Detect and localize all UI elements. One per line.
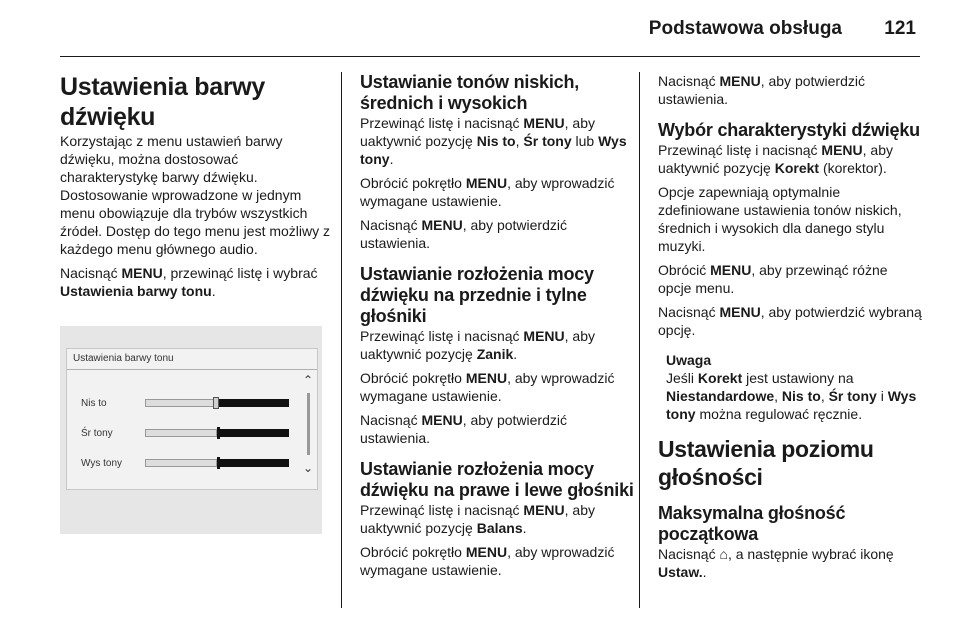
note-title: Uwaga bbox=[666, 352, 712, 368]
column-3 bbox=[658, 72, 923, 581]
paragraph: Nacisnąć MENU, aby potwierdzić ustawienia. bbox=[360, 412, 567, 446]
subsection-heading: Maksymalna głośność początkowa bbox=[658, 503, 846, 544]
column-2 bbox=[360, 72, 635, 579]
scroll-up-icon: ⌃ bbox=[303, 373, 314, 387]
header-title: Podstawowa obsługa bbox=[648, 18, 842, 39]
column-divider bbox=[639, 72, 640, 608]
scrollbar bbox=[307, 393, 310, 455]
paragraph: Obrócić MENU, aby przewinąć różne opcje menu. bbox=[658, 262, 888, 296]
home-icon: ⌂ bbox=[719, 546, 728, 562]
subsection-heading: Ustawianie rozłożenia mocy dźwięku na przednie i tylne głośniki bbox=[360, 264, 594, 326]
paragraph: Nacisnąć MENU, aby potwierdzić ustawienia. bbox=[360, 217, 567, 251]
paragraph: Obrócić pokrętło MENU, aby wprowadzić wymagane ustawienie. bbox=[360, 370, 615, 404]
section-heading: Ustawienia barwy dźwięku bbox=[60, 73, 266, 131]
section-heading: Ustawienia poziomu głośności bbox=[658, 436, 874, 490]
row-label-mid: Śr tony bbox=[81, 428, 113, 439]
paragraph: Obrócić pokrętło MENU, aby wprowadzić wymagane ustawienie. bbox=[360, 544, 615, 578]
paragraph: Opcje zapewniają optymalnie zdefiniowane ustawienia tonów niskich, średnich i wysokich dla danego stylu muzyki. bbox=[658, 184, 902, 254]
paragraph: Nacisnąć MENU, przewinąć listę i wybrać Ustawienia barwy tonu. bbox=[60, 265, 318, 299]
page-header bbox=[0, 18, 960, 42]
tone-settings-screenshot bbox=[60, 326, 322, 534]
header-rule bbox=[60, 56, 920, 57]
note-box bbox=[658, 351, 923, 423]
paragraph: Obrócić pokrętło MENU, aby wprowadzić wymagane ustawienie. bbox=[360, 175, 615, 209]
paragraph: Przewinąć listę i nacisnąć MENU, aby uaktywnić pozycję Balans. bbox=[360, 502, 595, 536]
paragraph: Nacisnąć ⌂, a następnie wybrać ikonę Ustaw.. bbox=[658, 546, 894, 580]
subsection-heading: Wybór charakterystyki dźwięku bbox=[658, 120, 920, 140]
subsection-heading: Ustawianie tonów niskich, średnich i wysokich bbox=[360, 72, 580, 113]
paragraph: Nacisnąć MENU, aby potwierdzić ustawienia. bbox=[658, 73, 865, 107]
column-divider bbox=[341, 72, 342, 608]
paragraph: Przewinąć listę i nacisnąć MENU, aby uaktywnić pozycję Zanik. bbox=[360, 328, 595, 362]
paragraph: Przewinąć listę i nacisnąć MENU, aby uaktywnić pozycję Nis to, Śr tony lub Wys tony. bbox=[360, 115, 627, 167]
paragraph: Korzystając z menu ustawień barwy dźwięku, można dostosować charakterystykę barwy dźwięku. Dostosowanie wprowadzone w jednym menu obowiązuje dla trybów wszystkich źródeł. Dostęp do tego menu jest możliwy z każdego menu głównego audio. bbox=[60, 133, 331, 257]
note-text: Jeśli Korekt jest ustawiony na Niestandardowe, Nis to, Śr tony i Wys tony można regulować ręcznie. bbox=[666, 370, 917, 422]
paragraph: Nacisnąć MENU, aby potwierdzić wybraną opcję. bbox=[658, 304, 922, 338]
row-label-treble: Wys tony bbox=[81, 458, 123, 469]
column-1 bbox=[60, 72, 335, 534]
screen-title: Ustawienia barwy tonu bbox=[73, 353, 174, 364]
paragraph: Przewinąć listę i nacisnąć MENU, aby uaktywnić pozycję Korekt (korektor). bbox=[658, 142, 893, 176]
screen-panel bbox=[66, 348, 318, 490]
page-number: 121 bbox=[884, 18, 916, 39]
subsection-heading: Ustawianie rozłożenia mocy dźwięku na prawe i lewe głośniki bbox=[360, 459, 634, 500]
scroll-down-icon: ⌄ bbox=[303, 461, 314, 475]
row-label-bass: Nis to bbox=[81, 398, 107, 409]
